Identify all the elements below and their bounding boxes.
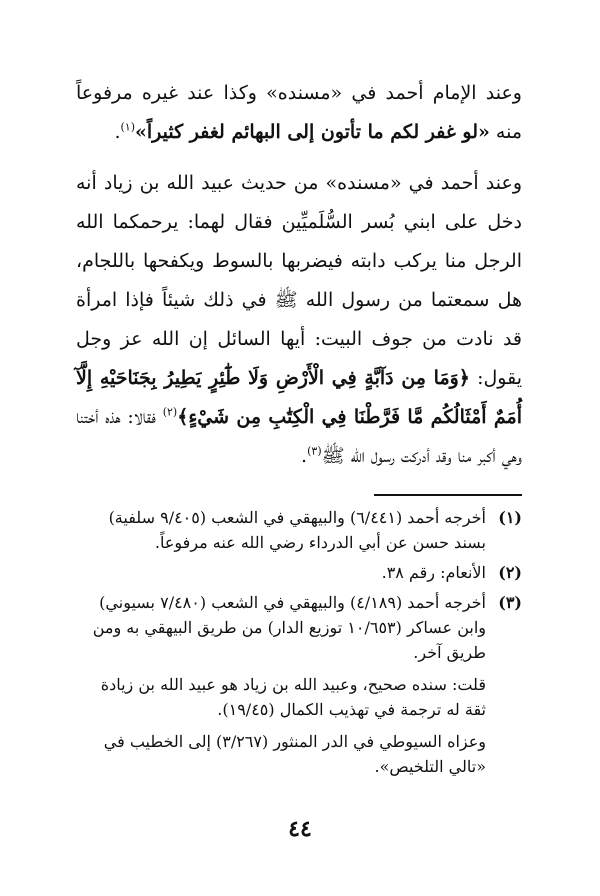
quran-verse: ﴿وَمَا مِن دَآبَّةٍ فِي الْأَرْضِ وَلَا طَٰٓئِرٍ يَطِيرُ بِجَنَاحَيْهِ إِلَّآ أُمَمٌ أَمْثَالُكُم مَّا فَرَّطْنَا فِي الْكِتَٰبِ مِن شَيْءٍ﴾ — [76, 367, 522, 428]
footnote-divider — [374, 494, 522, 496]
footnote-number: (١) — [498, 508, 522, 527]
footnotes — [76, 505, 522, 779]
paragraph-2-end: . — [301, 445, 308, 467]
paragraph-1 — [76, 74, 522, 152]
main-text — [76, 74, 522, 476]
paragraph-1-text: وعند الإمام أحمد في «مسنده» وكذا عند غيره مرفوعاً منه — [76, 82, 522, 143]
footnote-line: أخرجه أحمد (٦/٤٤١) والبيهقي في الشعب (٩/٤٠٥ سلفية) بسند حسن عن أبي الدرداء رضي الله عنه مرفوعاً. — [108, 508, 486, 552]
footnote-ref-1[interactable]: (١) — [120, 120, 136, 134]
footnote-line: أخرجه أحمد (٤/١٨٩) والبيهقي في الشعب (٧/٤٨٠ بسيوني) وابن عساكر (١٠/٦٥٣ توزيع الدار) من طريق البيهقي به ومن طريق آخر. — [92, 593, 486, 662]
page-number: ٤٤ — [288, 816, 312, 842]
footnote-1 — [76, 505, 522, 555]
footnote-line: قلت: سنده صحيح، وعبيد الله بن زياد هو عبيد الله بن زيادة ثقة له ترجمة في تهذيب الكمال (١٩/٤٥). — [100, 675, 486, 719]
paragraph-2-text-continued: فقالا: هذه أختنا وهي أكبر منا وقد أدركت رسول الله ﷺ — [76, 406, 522, 467]
footnote-2 — [76, 560, 522, 585]
paragraph-2 — [76, 164, 522, 476]
footnote-number: (٢) — [498, 563, 522, 582]
footnote-number: (٣) — [498, 593, 522, 612]
footnote-ref-2[interactable]: (٢) — [162, 405, 178, 419]
paragraph-2-text: وعند أحمد في «مسنده» من حديث عبيد الله بن زياد أنه دخل على ابني بُسر السُّلَميِّين فقال لهما: يرحمكما الله الرجل منا يركب دابته فيضربها بالسوط ويكفحها باللجام، هل سمعتما من رسول الله ﷺ في ذلك شيئاً فإذا امرأة قد نادت من جوف البيت: أيها السائل إن الله عز وجل يقول: — [76, 172, 523, 389]
footnote-3 — [76, 590, 522, 779]
footnote-line: الأنعام: رقم ٣٨. — [381, 563, 486, 582]
footnote-line: وعزاه السيوطي في الدر المنثور (٣/٢٦٧) إلى الخطيب في «تالي التلخيص». — [103, 732, 486, 776]
paragraph-1-end: . — [114, 121, 121, 143]
hadith-quote: «لو غفر لكم ما تأتون إلى البهائم لغفر كثيراً» — [135, 121, 490, 143]
footnote-ref-3[interactable]: (٣) — [307, 444, 322, 458]
